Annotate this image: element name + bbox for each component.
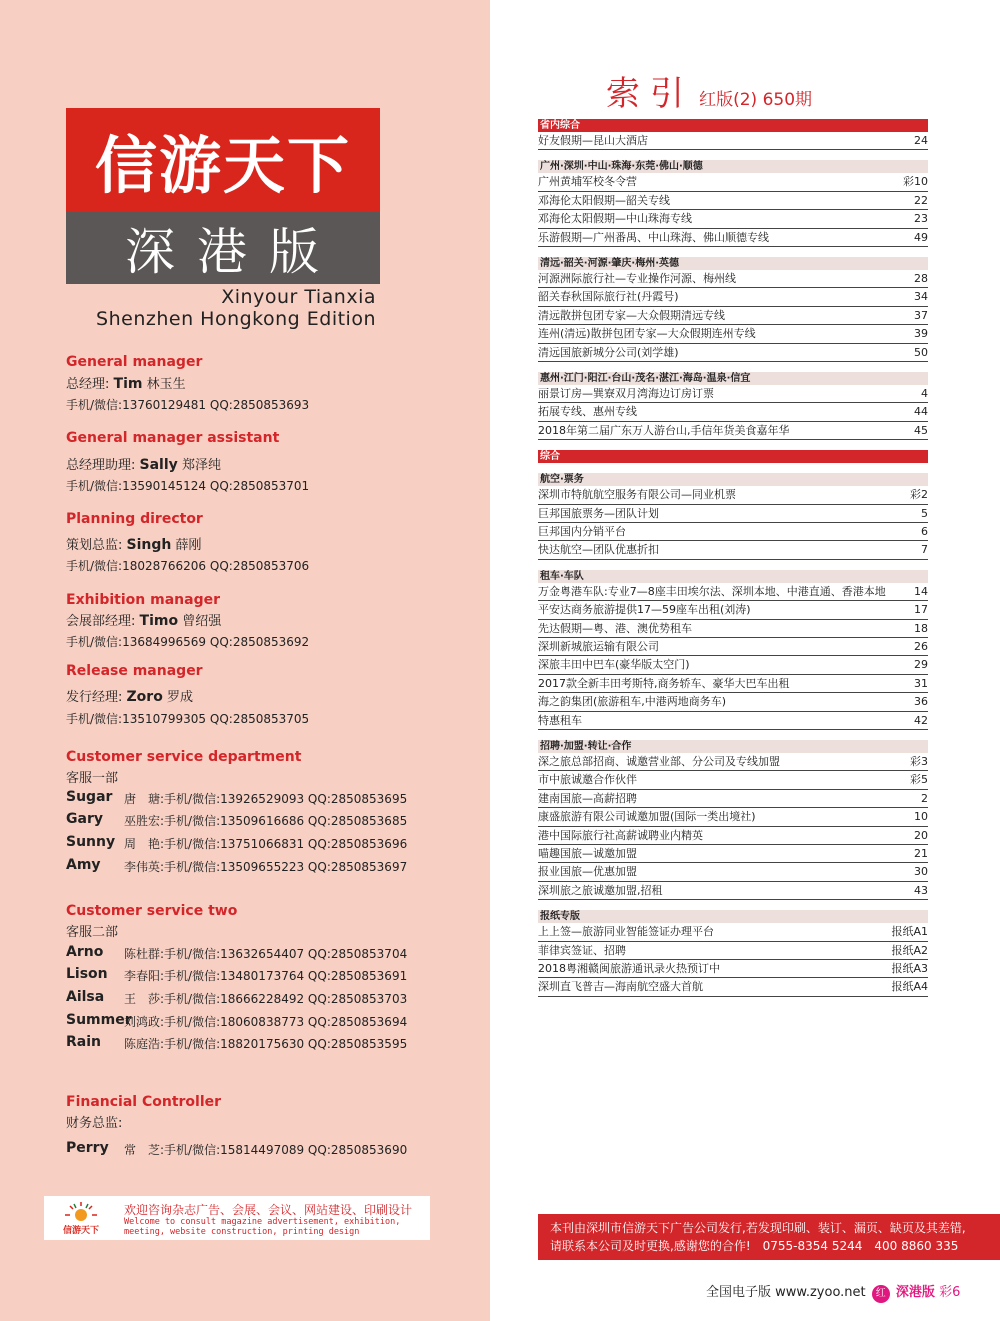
index-row: [538, 771, 928, 789]
index-row: [538, 325, 928, 343]
index-row: [538, 486, 928, 504]
english-title-2: Shenzhen Hongkong Edition: [96, 308, 376, 330]
index-row-title: 康盛旅游有限公司诚邀加盟(国际一类出境社): [538, 810, 756, 824]
index-row-page: 报纸A3: [891, 962, 928, 975]
index-section-header: 航空·票务: [538, 473, 928, 486]
contact-phone: 手机/微信:13590145124 QQ:2850853701: [66, 479, 310, 493]
index-row: [538, 505, 928, 523]
index-row-title: 海之韵集团(旅游租车,中港两地商务车): [538, 695, 727, 709]
index-row-title: 清远国旅新城分公司(刘学雄): [538, 345, 679, 359]
index-section-header: 租车·车队: [538, 570, 928, 583]
index-row: [538, 173, 928, 191]
index-row: [538, 288, 928, 306]
index-row-page: 23: [914, 212, 928, 226]
index-row-title: 快达航空—团队优惠折扣: [538, 543, 659, 557]
index-row-title: 河源洲际旅行社—专业操作河源、梅州线: [538, 272, 736, 285]
index-row-title: 深圳市特航航空服务有限公司—同业机票: [538, 488, 736, 502]
index-row: [538, 845, 928, 863]
footer-label: 全国电子版 www.zyoo.net: [706, 1285, 866, 1300]
index-row-page: 2: [921, 791, 928, 805]
logo-title: 信游天下: [66, 108, 380, 212]
index-row-title: 清远散拼包团专家—大众假期清远专线: [538, 308, 725, 322]
index-row-page: 24: [914, 134, 928, 147]
ad-text-cn: 欢迎咨询杂志广告、会展、会议、网站建设、印刷设计: [124, 1203, 413, 1217]
index-row: [538, 523, 928, 541]
contact-title: Exhibition manager: [66, 592, 220, 608]
index-row-title: 平安达商务旅游提供17—59座车出租(刘涛): [538, 603, 751, 617]
index-row-title: 特惠租车: [538, 713, 582, 727]
index-row-title: 拓展专线、惠州专线: [538, 405, 637, 419]
index-row-title: 2017款全新丰田考斯特,商务轿车、豪华大巴车出租: [538, 676, 790, 690]
index-row: [538, 712, 928, 730]
ad-text-en: Welcome to consult magazine advertisement, exhibition, meeting, website construction, printing design: [124, 1217, 401, 1237]
sun-logo-icon: [50, 1200, 112, 1236]
index-row-title: 乐游假期—广州番禺、中山珠海、佛山顺德专线: [538, 230, 769, 244]
index-row-title: 市中旅诚邀合作伙伴: [538, 773, 637, 787]
index-row-page: 18: [914, 621, 928, 635]
page-number: 彩6: [939, 1285, 961, 1300]
index-row: [538, 863, 928, 881]
index-row-title: 万金粤港车队:专业7—8座丰田埃尔法、深圳本地、中港直通、香港本地: [538, 584, 886, 598]
index-row-page: 30: [914, 865, 928, 879]
index-row-page: 14: [914, 584, 928, 598]
index-row-page: 50: [914, 345, 928, 359]
index-row-title: 2018粤湘赣闽旅游通讯录火热预订中: [538, 962, 720, 975]
contact-title: Planning director: [66, 511, 203, 527]
index-row-page: 43: [914, 883, 928, 897]
index-row-page: 21: [914, 847, 928, 860]
index-row-title: 上上签—旅游同业智能签证办理平台: [538, 925, 714, 939]
logo-edition: 深港版: [66, 212, 380, 284]
index-row: [538, 753, 928, 771]
index-row-page: 45: [914, 423, 928, 437]
index-title-sub: 红版(2) 650期: [699, 90, 813, 110]
index-row: [538, 638, 928, 656]
notice-line: 请联系本公司及时更换,感谢您的合作! 0755-8354 5244 400 8860 335: [550, 1239, 959, 1253]
index-row: [538, 210, 928, 228]
index-row-page: 彩3: [910, 755, 928, 768]
index-row-page: 7: [921, 543, 928, 557]
index-row-page: 39: [914, 327, 928, 341]
index-row-page: 5: [921, 506, 928, 520]
index-row-title: 深圳旅之旅诚邀加盟,招租: [538, 883, 663, 897]
contact-title: Release manager: [66, 663, 203, 679]
index-row: [538, 882, 928, 900]
index-row-page: 37: [914, 308, 928, 322]
index-row: [538, 422, 928, 440]
index-row: [538, 541, 928, 559]
index-row-title: 好友假期—昆山大酒店: [538, 134, 648, 147]
index-row: [538, 403, 928, 421]
index-category-bar: 省内综合: [538, 119, 928, 132]
index-row-title: 报业国旅—优惠加盟: [538, 865, 637, 879]
index-row: [538, 307, 928, 325]
index-row-page: 6: [921, 525, 928, 538]
index-section-header: 清远·韶关·河源·肇庆·梅州·英德: [538, 257, 928, 270]
index-row: [538, 960, 928, 978]
index-title: [606, 66, 812, 115]
index-title-main: 索引: [606, 74, 694, 114]
index-row: [538, 656, 928, 674]
footer-edition: 深港版: [895, 1285, 935, 1300]
notice-banner: [538, 1214, 1000, 1260]
index-row-page: 报纸A2: [891, 943, 928, 957]
notice-line: 本刊由深圳市信游天下广告公司发行,若发现印刷、装订、漏页、缺页及其差错,: [550, 1221, 966, 1235]
index-section-header: 招聘·加盟·转让·合作: [538, 740, 928, 753]
index-row-title: 深圳直飞普吉—海南航空盛大首航: [538, 980, 703, 994]
index-row-page: 36: [914, 695, 928, 709]
index-category-bar: 综合: [538, 450, 928, 463]
index-row: [538, 923, 928, 941]
index-row-page: 31: [914, 676, 928, 690]
index-row-title: 巨邦国内分销平台: [538, 525, 626, 538]
index-row: [538, 192, 928, 210]
index-section-header: 报纸专版: [538, 910, 928, 923]
index-row: [538, 978, 928, 996]
index-row-page: 10: [914, 810, 928, 824]
index-row-page: 29: [914, 658, 928, 672]
index-row: [538, 385, 928, 403]
cs2-title: Customer service two: [66, 903, 238, 919]
index-row-title: 深圳新城旅运输有限公司: [538, 640, 659, 653]
contact-title: General manager assistant: [66, 430, 280, 446]
contact-phone: 手机/微信:18028766206 QQ:2850853706: [66, 559, 310, 573]
contact-name-line: 发行经理: Zoro 罗成: [66, 689, 193, 705]
contact-title: General manager: [66, 354, 203, 370]
index-row-title: 韶关春秋国际旅行社(丹霞号): [538, 290, 679, 304]
index-row: [538, 344, 928, 362]
contact-phone: 手机/微信:13684996569 QQ:2850853692: [66, 635, 310, 649]
index-row: [538, 808, 928, 826]
left-panel: 信游天下 深港版 Xinyour Tianxia Shenzhen Hongkong Edition General manager 总经理: Tim 林玉生 手机/微信:13760129481 QQ:2850853693 General manager assistant 总经理助理: Sally 郑泽纯 手机/微信:13590145124 QQ:2850853701 Planning director 策划总监: Singh 薛刚 手机/微信:18028766206 QQ:2850853706 Exhibition manager 会展部经理: Timo 曾绍强 手机/微信:13684996569 QQ:2850853692 Release manager 发行经理: Zoro 罗成 手机/微信:13510799305 QQ:2850853705 Customer service department 客服一部 Sugar 唐 瑭:手机/微信:13926529093 QQ:2850853695 Gary 巫胜宏:手机/微信:13509616686 QQ:2850853685 Sunny 周 艳:手机/微信:13751066831 QQ:2850853696 Amy 李伟英:手机/微信:13509655223 QQ:2850853697 Customer service two 客服二部 Arno 陈杜群:手机/微信:13632654407 QQ:2850853704 Lison 李春阳:手机/微信:13480173764 QQ:2850853691 Ailsa 王 莎:手机/微信:18666228492 QQ:2850853703 Summer 刘鸿政:手机/微信:18060838773 QQ:2850853694 Rain 陈庭浩:手机/微信:18820175630 QQ:2850853595 Financial Controller 财务总监: Perry 常 芝:手机/微信:15814497089 QQ:2850853690 信游天下 欢迎咨询杂志广告、会展、会议、网站建设、印刷设计 Welcome to consult magazine advertisement, exhibition, meeting, website construction, printing design: [0, 0, 490, 1321]
index-row-page: 44: [914, 405, 928, 419]
ad-box: [44, 1196, 430, 1240]
finance-title: Financial Controller: [66, 1094, 222, 1110]
index-row-page: 28: [914, 272, 928, 285]
index-row-page: 26: [914, 640, 928, 653]
index-row: [538, 827, 928, 845]
cs1-title: Customer service department: [66, 749, 302, 765]
index-row-title: 丽景订房—巽寮双月湾海边订房订票: [538, 387, 714, 400]
contact-phone: 手机/微信:13760129481 QQ:2850853693: [66, 398, 310, 412]
index-row: [538, 693, 928, 711]
page-footer: [706, 1281, 960, 1303]
contact-name-line: 会展部经理: Timo 曾绍强: [66, 613, 222, 629]
index-row: [538, 132, 928, 150]
index-row-title: 建南国旅—高薪招聘: [538, 791, 637, 805]
index-row-page: 4: [921, 387, 928, 400]
index-row-page: 彩2: [910, 488, 928, 502]
index-row-title: 深旅丰田中巴车(豪华版太空门): [538, 658, 690, 672]
index-row-title: 连州(清远)散拼包团专家—大众假期连州专线: [538, 327, 756, 341]
index-row-page: 34: [914, 290, 928, 304]
index-row-page: 22: [914, 193, 928, 207]
contact-phone: 手机/微信:13510799305 QQ:2850853705: [66, 712, 310, 726]
index-row-page: 20: [914, 828, 928, 842]
index-row: [538, 583, 928, 601]
contact-name-line: 总经理: Tim 林玉生: [66, 376, 186, 392]
index-row: [538, 675, 928, 693]
index-row-title: 菲律宾签证、招聘: [538, 943, 626, 957]
index-section-header: 广州·深圳·中山·珠海·东莞·佛山·顺德: [538, 160, 928, 173]
red-edition-badge: 红: [872, 1285, 890, 1303]
index-row-title: 巨邦国旅票务—团队计划: [538, 506, 659, 520]
index-row-page: 报纸A1: [891, 925, 928, 939]
cs2-sub: 客服二部: [66, 925, 119, 940]
index-row: [538, 620, 928, 638]
contact-name-line: 策划总监: Singh 薛刚: [66, 537, 202, 553]
index-row: [538, 942, 928, 960]
finance-sub: 财务总监:: [66, 1116, 123, 1131]
index-row-title: 邓海伦太阳假期—中山珠海专线: [538, 212, 692, 226]
index-row: [538, 229, 928, 247]
index-row-title: 喵趣国旅—诚邀加盟: [538, 847, 637, 860]
index-row-title: 广州黄埔军校冬令营: [538, 175, 637, 189]
contact-name-line: 总经理助理: Sally 郑泽纯: [66, 457, 221, 473]
english-title-1: Xinyour Tianxia: [221, 286, 376, 308]
index-section-header: 惠州·江门·阳江·台山·茂名·湛江·海岛·温泉·信宜: [538, 372, 928, 385]
index-row-title: 邓海伦太阳假期—韶关专线: [538, 193, 670, 207]
index-row-page: 42: [914, 713, 928, 727]
index-row-page: 17: [914, 603, 928, 617]
index-row-title: 先达假期—粤、港、澳优势租车: [538, 621, 692, 635]
index-row: [538, 601, 928, 619]
index-row: [538, 790, 928, 808]
index-row-title: 2018年第二届广东万人游台山,手信年货美食嘉年华: [538, 423, 790, 437]
index-row-page: 报纸A4: [891, 980, 928, 994]
index-row: [538, 270, 928, 288]
index-row-title: 深之旅总部招商、诚邀营业部、分公司及专线加盟: [538, 755, 780, 768]
index-row-page: 彩10: [903, 175, 928, 189]
index-row-page: 49: [914, 230, 928, 244]
svg-text:信游天下: 信游天下: [62, 1226, 100, 1236]
cs1-sub: 客服一部: [66, 771, 119, 786]
index-row-page: 彩5: [910, 773, 928, 787]
index-row-title: 港中国际旅行社高薪诚聘业内精英: [538, 828, 703, 842]
